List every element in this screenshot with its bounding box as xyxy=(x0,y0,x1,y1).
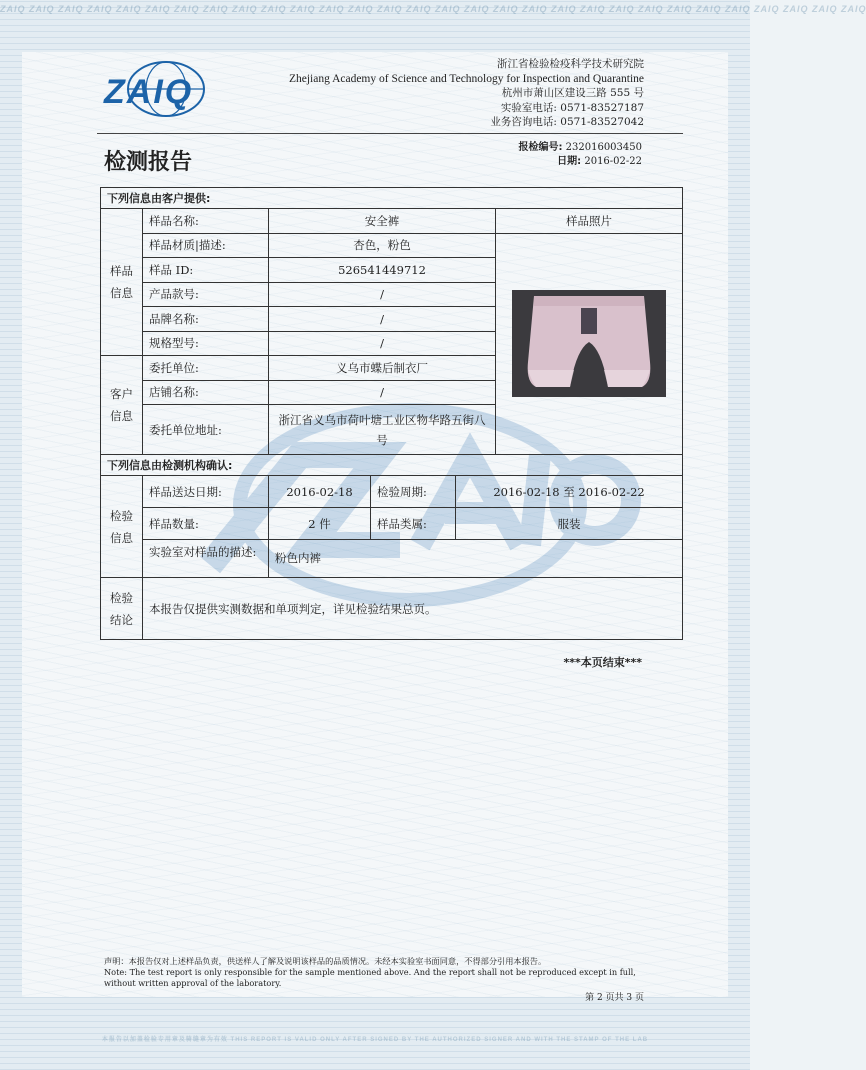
sample-qty-value: 2 件 xyxy=(269,508,371,540)
sample-id-value: 526541449712 xyxy=(269,258,496,283)
sample-photo-image xyxy=(512,290,666,397)
client-info-group: 客户 信息 xyxy=(101,356,143,455)
institute-info xyxy=(289,57,644,130)
received-date-label: 样品送达日期: xyxy=(143,476,269,508)
report-number-label: 报检编号: xyxy=(518,142,563,153)
report-table xyxy=(100,187,683,640)
declaration xyxy=(104,956,664,989)
shop-name-value: / xyxy=(269,380,496,405)
declaration-cn: 声明：本报告仅对上述样品负责，供送样人了解及说明该样品的品质情况。未经本实验室书面同意，不得部分引用本报告。 xyxy=(104,956,547,966)
sample-name-label: 样品名称: xyxy=(143,209,269,234)
institute-name-en: Zhejiang Academy of Science and Technology for Inspection and Quarantine xyxy=(288,72,644,85)
institute-address: 杭州市萧山区建设三路 555 号 xyxy=(501,87,644,99)
inspection-period-label: 检验周期: xyxy=(371,476,456,508)
page-end-marker: ***本页结束*** xyxy=(563,656,642,669)
model-spec-label: 规格型号: xyxy=(143,331,269,356)
conclusion-text: 本报告仅提供实测数据和单项判定，详见检验结果总页。 xyxy=(143,578,683,640)
customer-section-heading: 下列信息由客户提供: xyxy=(101,188,683,209)
sample-material-label: 样品材质|描述: xyxy=(143,233,269,258)
sample-material-value: 杏色，粉色 xyxy=(269,233,496,258)
report-date: 2016-02-22 xyxy=(584,156,642,167)
top-pattern-text: ZAIQ ZAIQ ZAIQ ZAIQ ZAIQ ZAIQ ZAIQ ZAIQ ZAIQ ZAIQ ZAIQ ZAIQ ZAIQ ZAIQ ZAIQ ZAIQ ZAIQ ZAIQ ZAIQ ZAIQ ZAIQ ZAIQ ZAIQ ZAIQ ZAIQ ZAIQ ZAIQ ZAIQ ZAIQ ZAIQ xyxy=(0,4,866,14)
shop-name-label: 店铺名称: xyxy=(143,380,269,405)
business-phone: 业务咨询电话: 0571-83527042 xyxy=(490,116,644,128)
report-meta xyxy=(518,141,642,169)
report-title: 检测报告 xyxy=(104,150,193,175)
inspection-period-value: 2016-02-18 至 2016-02-22 xyxy=(456,476,683,508)
sample-photo-header: 样品照片 xyxy=(496,209,683,234)
report-number: 232016003450 xyxy=(565,142,642,153)
sample-category-value: 服装 xyxy=(456,508,683,540)
client-company-label: 委托单位: xyxy=(143,356,269,381)
sample-qty-label: 样品数量: xyxy=(143,508,269,540)
product-style-label: 产品款号: xyxy=(143,282,269,307)
lab-section-heading: 下列信息由检测机构确认: xyxy=(101,455,683,476)
conclusion-group: 检验 结论 xyxy=(101,578,143,640)
institute-name-cn: 浙江省检验检疫科学技术研究院 xyxy=(497,58,644,70)
client-address-label: 委托单位地址: xyxy=(143,405,269,455)
logo-text: ZAIQ xyxy=(104,73,194,111)
report-date-label: 日期: xyxy=(557,156,582,167)
lab-description-label: 实验室对样品的描述: xyxy=(143,540,269,578)
sample-id-label: 样品 ID: xyxy=(143,258,269,283)
product-style-value: / xyxy=(269,282,496,307)
received-date-value: 2016-02-18 xyxy=(269,476,371,508)
client-company-value: 义乌市蝶后制衣厂 xyxy=(269,356,496,381)
model-spec-value: / xyxy=(269,331,496,356)
brand-name-value: / xyxy=(269,307,496,332)
lab-phone: 实验室电话: 0571-83527187 xyxy=(500,101,644,114)
sample-name-value: 安全裤 xyxy=(269,209,496,234)
inspection-info-group: 检验 信息 xyxy=(101,476,143,578)
security-line: 本报告以加盖检验专用章及骑缝章为有效 THIS REPORT IS VALID ONLY AFTER SIGNED BY THE AUTHORIZED SIGNER AND WITH THE STAMP OF THE LAB xyxy=(101,1037,649,1043)
sample-info-group: 样品 信息 xyxy=(101,209,143,356)
sample-photo-cell xyxy=(496,233,683,455)
brand-name-label: 品牌名称: xyxy=(143,307,269,332)
lab-description-value: 粉色内裤 xyxy=(269,540,683,578)
sample-category-label: 样品类属: xyxy=(371,508,456,540)
declaration-en: Note: The test report is only responsible for the sample mentioned above. And the report shall not be reproduced except in full, without written approval of the laboratory. xyxy=(104,967,636,988)
client-address-value: 浙江省义乌市荷叶塘工业区物华路五街八号 xyxy=(269,405,496,455)
page-number: 第 2 页共 3 页 xyxy=(585,993,644,1003)
header-divider xyxy=(97,133,683,134)
